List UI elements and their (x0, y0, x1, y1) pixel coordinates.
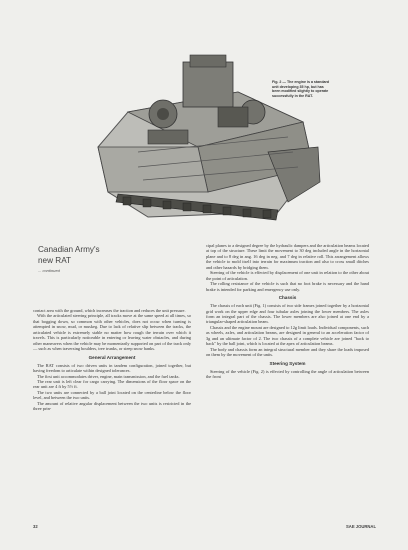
paragraph: Steering of the vehicle (Fig. 2) is effected by controlling the angle of articulation between the front (206, 368, 369, 380)
figure-caption: Fig. 2 — The engine is a standard unit developing 35 hp, but has been modified slightly to operate successfully in the RAT. (272, 80, 330, 98)
journal-name: SAE JOURNAL (346, 524, 377, 529)
paragraph: The two units are connected by a ball joint located on the centerline below the floor level, and between the two units. (33, 389, 191, 401)
paragraph: Steering of the vehicle is effected by displacement of one unit in relation to the other about the point of articulation. (206, 270, 369, 281)
paragraph: With the articulated steering principle, all tracks move at the same speed at all times, so that bogging down, so common with other vehicles, does not occur when turning is attempted in snow, mud, or muskeg. Due to lack of relative slip between the tracks, the articulated vehicle is extremely stable no matter how rough the terrain over which it travels. This is particularly noticeable in entering or leaving water obstacles, and during other maneuvers when the vehicle may be momentarily supported on part of the track only — such as when traversing boulders, tree trunks, or steep snow banks. (33, 313, 191, 352)
right-column (206, 243, 369, 380)
page-number: 32 (33, 524, 38, 529)
paragraph: The RAT consists of two driven units in tandem configuration, joined together, but having freedom to articulate within designed tolerances. (33, 362, 191, 374)
paragraph: The body and chassis form an integral structural member and they share the loads imposed on them by the movement of the units. (206, 346, 369, 358)
paragraph: contact area with the ground, which increases the traction and reduces the unit pressure. (33, 308, 186, 313)
article-title-line1: Canadian Army's (38, 245, 100, 254)
paragraph: The rear unit is left clear for cargo carrying. The dimensions of the floor space on the rear unit are 4 ft by 5½ ft. (33, 378, 191, 390)
paragraph: The chassis of each unit (Fig. 1) consists of two side frames joined together by a horizontal grid work on the upper edge and four tubular axles joining the lower members. The axles form an integral part of the chassis. The lower members are also joined at one end by a triangular-shaped articulation beam. (206, 303, 369, 325)
section-heading: General Arrangement (88, 354, 136, 360)
paragraph: The amount of relative angular displacement between the two units is restricted in the three prin- (33, 400, 191, 412)
paragraph: Chassis and the engine mount are designed to 12g limit loads. Individual components, such as wheels, axles, and articulation beams, are designed in general to an acceleration factor of 3g and an ultimate factor of 2. The two chassis of a complete vehicle are joined "back to back" by the ball joint, which is located at the apex of articulation beams. (206, 324, 369, 347)
paragraph: cipal planes to a designed degree by the hydraulic dampers and the articulation beams located at top of the structure. These limit the movement to 30 deg included angle in the horizontal plane and to 8 deg in ang. 16 deg in neg. and 7 deg in relative roll. This arrangement allows the vehicle to mold itself into terrain for maximum traction and also to cross small ditches and other hazards by bridging them. (206, 243, 369, 270)
article-title-line2: new RAT (38, 256, 72, 265)
article-title (38, 244, 100, 266)
section-heading: Steering System (269, 360, 306, 366)
left-column (33, 308, 191, 412)
continued-label: ... continued (38, 268, 60, 273)
paragraph: The rolling resistance of the vehicle is such that no foot brake is necessary and the hand brake is intended for parking and emergency use only. (206, 281, 369, 292)
vehicle-engine-photo (88, 52, 328, 227)
section-heading: Chassis (278, 295, 297, 301)
paragraph: The first unit accommodates driver, engine, main transmission, and the fuel tanks. (37, 373, 180, 379)
